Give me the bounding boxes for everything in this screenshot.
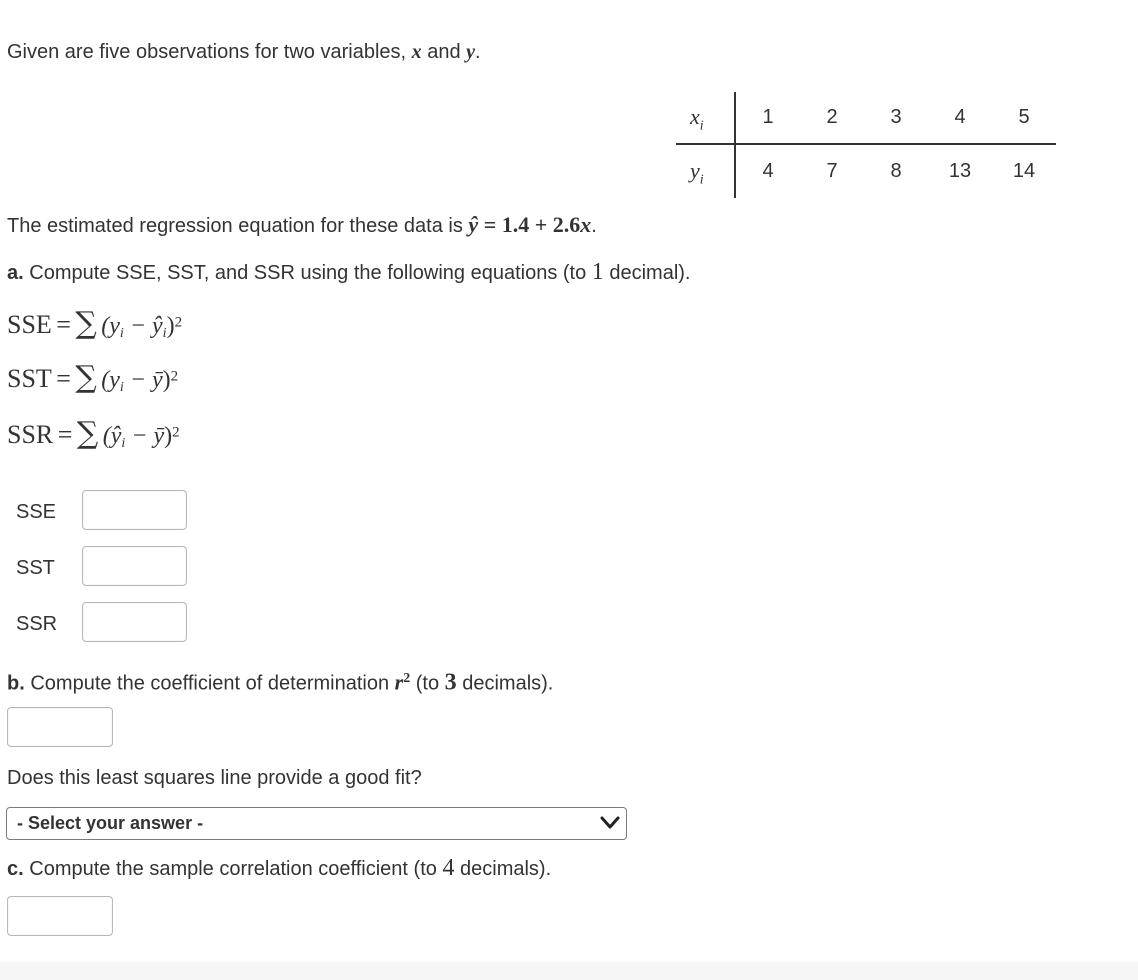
y-value: 8 — [890, 160, 902, 182]
var-y: y — [466, 41, 476, 63]
x-subscript: i — [699, 118, 704, 134]
part-b-text: Compute the coefficient of determination — [30, 672, 390, 695]
y-row-label — [690, 158, 704, 188]
fit-select-value: - Select your answer - — [17, 813, 204, 833]
fit-answer-select[interactable] — [6, 807, 627, 840]
table-horizontal-rule — [676, 143, 1056, 145]
part-c-suffix: decimals). — [460, 858, 552, 880]
formula-sst — [7, 360, 178, 396]
formula-sup: 2 — [170, 368, 179, 385]
y-symbol: y — [690, 158, 700, 183]
formula-sub: i — [119, 380, 124, 396]
sst-label: SST — [16, 557, 55, 579]
sigma-icon: ∑ — [75, 360, 97, 395]
part-b-letter: b. — [7, 672, 25, 695]
formula-sub2: i — [162, 326, 167, 342]
y-subscript: i — [699, 172, 704, 188]
page-footer-strip — [0, 962, 1138, 980]
sigma-icon: ∑ — [75, 306, 97, 341]
x-row-label — [690, 104, 704, 134]
intro-text — [7, 40, 481, 64]
r-symbol: r — [394, 669, 404, 695]
formula-mid: − ȳ — [123, 367, 163, 393]
x-value: 2 — [826, 106, 838, 128]
part-b-prompt — [7, 667, 553, 696]
part-b-mid: (to — [415, 672, 440, 695]
fit-question: Does this least squares line provide a good fit? — [7, 767, 422, 789]
regression-prefix: The estimated regression equation for these data is — [7, 215, 463, 237]
x-symbol: x — [690, 104, 700, 129]
part-b-suffix: decimals). — [462, 672, 554, 695]
part-a-decimals: 1 — [591, 259, 604, 285]
formula-equals: = — [56, 310, 71, 339]
r-squared-sup: 2 — [403, 671, 411, 686]
formula-mid: − ȳ — [125, 423, 165, 449]
var-x: x — [411, 41, 422, 63]
regression-x: x — [580, 212, 592, 237]
part-c-decimals: 4 — [442, 855, 455, 881]
formula-close: ) — [164, 423, 173, 449]
part-c-text: Compute the sample correlation coefficient (to — [29, 858, 437, 880]
formula-label: SST — [7, 364, 52, 393]
formula-sub: i — [119, 326, 124, 342]
formula-body: (y — [101, 313, 120, 339]
r-squared-input[interactable] — [7, 707, 113, 747]
formula-sub: i — [121, 436, 126, 452]
formula-equals: = — [56, 364, 71, 393]
formula-label: SSR — [7, 420, 54, 449]
part-c-prompt — [7, 856, 551, 881]
table-vertical-rule — [734, 92, 736, 198]
x-value: 1 — [762, 106, 774, 128]
part-a-letter: a. — [7, 262, 24, 284]
ssr-input[interactable] — [82, 602, 187, 642]
formula-sup: 2 — [172, 424, 180, 441]
sse-label: SSE — [16, 501, 57, 523]
part-a-suffix: decimal). — [609, 262, 691, 284]
intro-end: . — [475, 41, 481, 63]
intro-and: and — [427, 41, 461, 63]
chevron-down-icon — [600, 816, 620, 835]
formula-equals: = — [57, 420, 73, 449]
y-value: 13 — [948, 160, 972, 182]
sse-input[interactable] — [82, 490, 187, 530]
formula-mid: − ŷ — [123, 313, 163, 339]
part-a-prompt — [7, 260, 691, 285]
y-hat: ŷ — [468, 212, 479, 237]
y-value: 14 — [1012, 160, 1036, 182]
part-a-text: Compute SSE, SST, and SSR using the following equations (to — [29, 262, 587, 284]
ssr-label: SSR — [16, 613, 58, 635]
regression-eq: = 1.4 + 2.6 — [483, 212, 581, 237]
formula-close: ) — [166, 313, 175, 339]
y-value: 4 — [762, 160, 774, 182]
sigma-icon: ∑ — [76, 416, 99, 451]
y-value: 7 — [826, 160, 838, 182]
formula-sup: 2 — [174, 314, 183, 331]
formula-close: ) — [162, 367, 171, 393]
x-value: 4 — [954, 106, 966, 128]
sst-input[interactable] — [82, 546, 187, 586]
part-b-decimals: 3 — [444, 669, 457, 696]
formula-sse — [7, 306, 182, 342]
x-value: 3 — [890, 106, 902, 128]
intro-prefix: Given are five observations for two variables, — [7, 41, 407, 63]
regression-equation — [7, 213, 597, 238]
x-value: 5 — [1018, 106, 1030, 128]
formula-ssr — [7, 416, 180, 452]
regression-end: . — [591, 215, 597, 237]
formula-label: SSE — [7, 310, 52, 339]
part-c-letter: c. — [7, 858, 24, 880]
formula-body: (ŷ — [102, 423, 122, 449]
formula-body: (y — [101, 367, 120, 393]
correlation-input[interactable] — [7, 896, 113, 936]
